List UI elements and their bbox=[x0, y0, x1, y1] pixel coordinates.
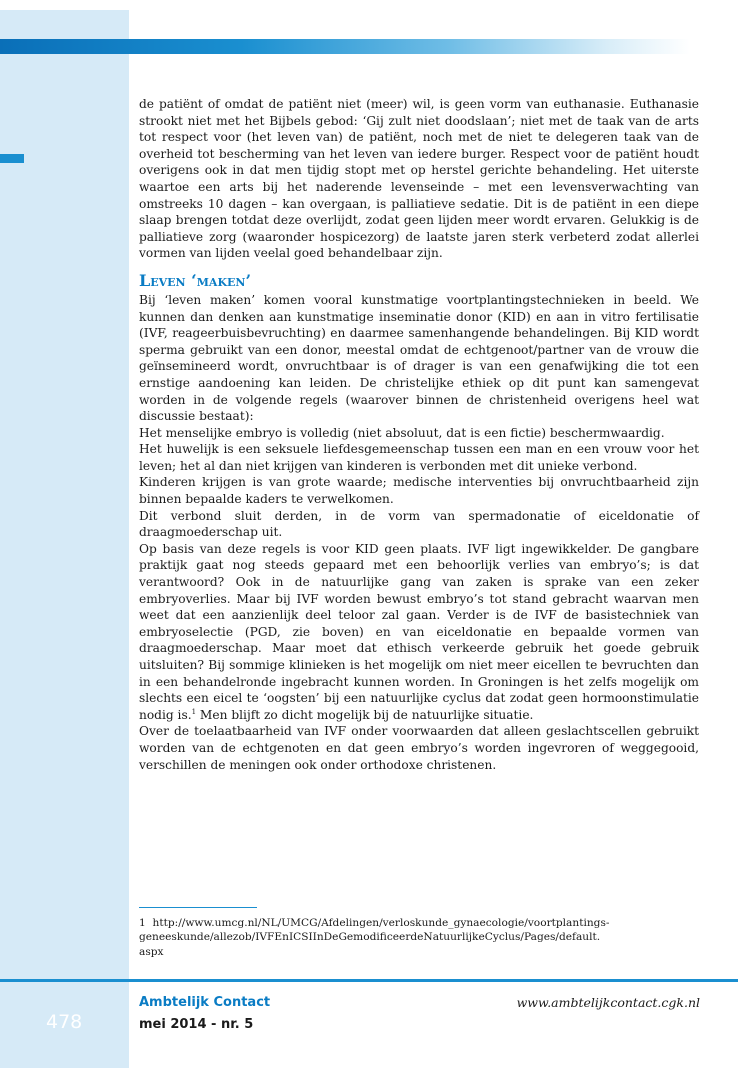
section-heading: Leven ‘maken’ bbox=[139, 270, 252, 290]
side-marker bbox=[0, 154, 24, 163]
top-gradient-bar bbox=[0, 39, 690, 54]
article-body bbox=[139, 96, 699, 773]
rule-4: Dit verbond sluit derden, in de vorm van spermadonatie of eiceldonatie of draagmoederschap uit. bbox=[139, 508, 699, 540]
rule-2: Het huwelijk is een seksuele liefdesgemeenschap tussen een man en een vrouw voor het leven; het al dan niet krijgen van kinderen is verbonden met dit unieke verbond. bbox=[139, 442, 699, 473]
paragraph-3: Over de toelaatbaarheid van IVF onder voorwaarden dat alleen geslachtscellen gebruikt worden van de echtgenoten en dat geen embryo’s worden ingevroren of weggegooid, verschillen de meningen ook onder orthodoxe christenen. bbox=[139, 724, 699, 772]
footer-divider bbox=[0, 979, 738, 982]
rule-3: Kinderen krijgen is van grote waarde; medische interventies bij onvruchtbaarheid zijn binnen bepaalde kaders te verwelkomen. bbox=[139, 475, 699, 507]
page-number: 478 bbox=[46, 1011, 83, 1033]
footnote-url-line-2[interactable]: geneeskunde/allezob/IVFEnICSIInDeGemodificeerdeNatuurlijkeCyclus/Pages/default. bbox=[139, 931, 601, 944]
rule-1: Het menselijke embryo is volledig (niet absoluut, dat is een fictie) beschermwaardig. bbox=[139, 425, 665, 440]
footnote-url-line-1: http://www.umcg.nl/NL/UMCG/Afdelingen/verloskunde_gynaecologie/voortplantings- bbox=[152, 917, 610, 929]
paragraph-2-text: Op basis van deze regels is voor KID geen plaats. IVF ligt ingewikkelder. De gangbare praktijk gaat nog steeds gepaard met een behoorlijk verlies van embryo’s; is dat verantwoord? Ook in de natuurlijke gang van zaken is sprake van een zeker embryoverlies. Maar bij IVF worden bewust embryo’s tot stand gebracht waarvan men weet dat een aanzienlijk deel teloor zal gaan. Verder is de IVF de basistechniek van embryoselectie (PGD, zie boven) en van eiceldonatie en bepaalde vormen van draagmoederschap. Maar moet dat ethisch verkeerde gebruik het goede gebruik uitsluiten? Bij sommige klinieken is het mogelijk om niet meer eicellen te bevruchten dan in een behandelronde ingebracht kunnen worden. In Groningen is het zelfs mogelijk om slechts een eicel te ‘oogsten’ bij een natuurlijke cyclus dat zodat geen hormoonstimulatie nodig is. bbox=[139, 541, 699, 722]
footnote-divider bbox=[139, 907, 257, 908]
paragraph-1: Bij ‘leven maken’ komen vooral kunstmatige voortplantingstechnieken in beeld. We kunnen dan denken aan kunstmatige inseminatie donor (KID) en aan in vitro fertilisatie (IVF, reageerbuisbevruchting) en daarmee samenhangende behandelingen. Bij KID wordt sperma gebruikt van een donor, meestal omdat de echtgenoot/partner van de vrouw die geïnsemineerd wordt, onvruchtbaar is of drager is van een genafwijking die tot een ernstige aandoening kan leiden. De christelijke ethiek op dit punt kan samengevat worden in de volgende regels (waarover binnen de christenheid overigens heel wat discussie bestaat): bbox=[139, 292, 699, 424]
magazine-title: Ambtelijk Contact bbox=[139, 995, 271, 1010]
left-sidebar-band bbox=[0, 10, 129, 1068]
footnote-reference[interactable]: 1 bbox=[191, 707, 197, 716]
footnote-line-1[interactable] bbox=[139, 916, 699, 930]
paragraph-2 bbox=[139, 541, 699, 724]
paragraph-intro: de patiënt of omdat de patiënt niet (meer) wil, is geen vorm van euthanasie. Euthanasie strookt niet met het Bijbels gebod: ‘Gij zult niet doodslaan’; niet met de taak van de arts tot respect voor (het leven van) de patiënt, noch met de niet te delegeren taak van de overheid tot bescherming van het leven van iedere burger. Respect voor de patiënt houdt overigens ook in dat men tijdig stopt met op herstel gerichte behandeling. Het uiterste waartoe een arts bij het naderende levenseinde – met een levensverwachting van omstreeks 10 dagen – kan overgaan, is palliatieve sedatie. Dit is de patiënt in een diepe slaap brengen totdat deze overlijdt, zodat geen lijden meer wordt ervaren. Gelukkig is de palliatieve zorg (waaronder hospicezorg) de laatste jaren sterk verbeterd zodat allerlei vormen van lijden veelal goed behandelbaar zijn. bbox=[139, 97, 699, 261]
footnote bbox=[139, 916, 699, 959]
footnote-number: 1 bbox=[139, 917, 146, 929]
footnote-url-line-3[interactable]: aspx bbox=[139, 945, 164, 958]
paragraph-2-end: Men blijft zo dicht mogelijk bij de natuurlijke situatie. bbox=[196, 707, 534, 722]
magazine-issue: mei 2014 - nr. 5 bbox=[139, 1017, 254, 1032]
website-link[interactable]: www.ambtelijkcontact.cgk.nl bbox=[516, 995, 700, 1010]
